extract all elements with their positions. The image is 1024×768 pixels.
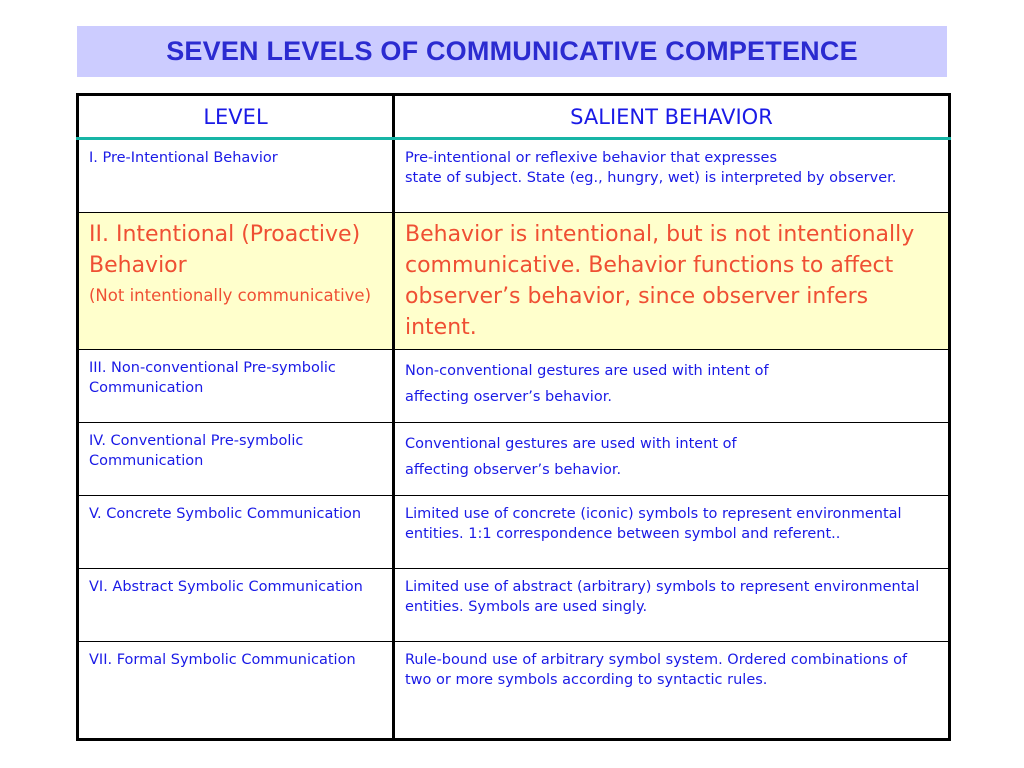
behavior-cell xyxy=(394,423,950,496)
column-header-level: LEVEL xyxy=(78,95,394,139)
table-row xyxy=(78,139,950,213)
behavior-line: affecting oserver’s behavior. xyxy=(405,389,612,405)
level-name: II. Intentional (Proactive) Behavior xyxy=(89,222,361,278)
behavior-line: Behavior is intentional, but is not intentionally communicative. Behavior functions to affect observer’s behavior, since observer infers intent. xyxy=(405,222,915,340)
level-cell: VI. Abstract Symbolic Communication xyxy=(78,569,394,642)
table-header-row xyxy=(78,95,950,139)
title-banner xyxy=(77,26,947,77)
level-cell: I. Pre-Intentional Behavior xyxy=(78,139,394,213)
level-cell: V. Concrete Symbolic Communication xyxy=(78,496,394,569)
behavior-cell xyxy=(394,139,950,213)
levels-table xyxy=(76,93,951,741)
behavior-line: affecting observer’s behavior. xyxy=(405,462,622,478)
table-row xyxy=(78,642,950,740)
behavior-cell: Limited use of abstract (arbitrary) symbols to represent environmental entities. Symbols are used singly. xyxy=(394,569,950,642)
table-row xyxy=(78,423,950,496)
behavior-line: state of subject. State (eg., hungry, wet) is interpreted by observer. xyxy=(405,170,897,186)
behavior-line: Conventional gestures are used with intent of xyxy=(405,436,737,452)
behavior-line: Pre-intentional or reflexive behavior that expresses xyxy=(405,150,778,166)
level-note: (Not intentionally communicative) xyxy=(89,286,372,305)
level-cell: III. Non-conventional Pre-symbolic Communication xyxy=(78,350,394,423)
behavior-cell: Limited use of concrete (iconic) symbols to represent environmental entities. 1:1 correspondence between symbol and referent.. xyxy=(394,496,950,569)
table-row xyxy=(78,350,950,423)
page-title: SEVEN LEVELS OF COMMUNICATIVE COMPETENCE xyxy=(166,36,858,66)
column-header-behavior: SALIENT BEHAVIOR xyxy=(394,95,950,139)
behavior-cell xyxy=(394,350,950,423)
behavior-line: Non-conventional gestures are used with intent of xyxy=(405,363,769,379)
behavior-cell xyxy=(394,213,950,350)
level-cell: IV. Conventional Pre-symbolic Communication xyxy=(78,423,394,496)
level-cell: VII. Formal Symbolic Communication xyxy=(78,642,394,740)
level-cell xyxy=(78,213,394,350)
table-row xyxy=(78,496,950,569)
table-row xyxy=(78,569,950,642)
table-row-highlighted xyxy=(78,213,950,350)
behavior-cell: Rule-bound use of arbitrary symbol system. Ordered combinations of two or more symbols according to syntactic rules. xyxy=(394,642,950,740)
